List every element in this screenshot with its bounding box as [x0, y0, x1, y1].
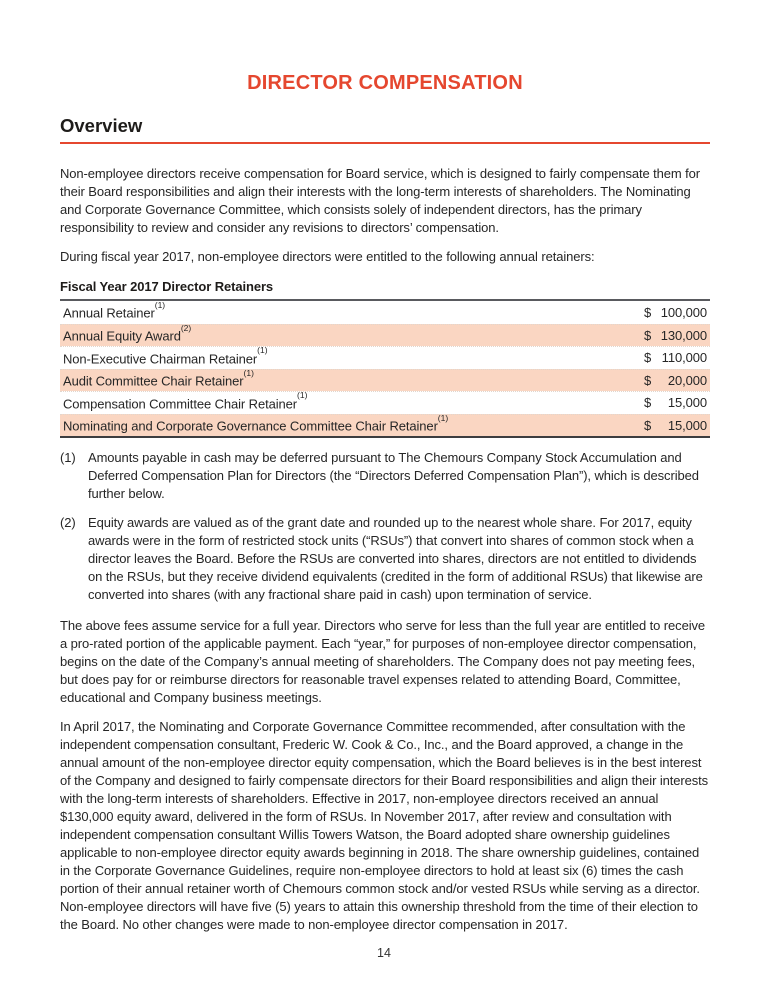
table-row	[60, 369, 710, 392]
paragraph-retainers-lead: During fiscal year 2017, non-employee directors were entitled to the following annual retainers:	[60, 249, 595, 264]
table-row	[60, 301, 710, 324]
footnote-ref: (1)	[297, 390, 308, 401]
page-content	[60, 72, 710, 934]
amount-value: 130,000	[660, 327, 707, 343]
amount-value: 110,000	[661, 350, 707, 366]
footnote-text: Equity awards are valued as of the grant date and rounded up to the nearest whole share. For 2017, equity awards were in the form of restricted stock units (“RSUs”) that convert into shares of common stock when a director leaves the Board. Before the RSUs are converted into shares, directors are not entitled to dividends on the RSUs, but they receive dividend equivalents (credited in the form of additional RSUs) that likewise are converted into shares (with any fractional share paid in cash) upon termination of service.	[88, 515, 703, 602]
currency-symbol: $	[644, 372, 652, 388]
footnote-marker: (1)	[60, 450, 76, 465]
retainers-table-body	[60, 299, 710, 438]
retainer-label: Non-Executive Chairman Retainer$^{(1)}$	[63, 345, 268, 366]
footnote-marker: (2)	[60, 515, 76, 530]
paragraph-fees-assumption: The above fees assume service for a full year. Directors who serve for less than the full year are entitled to receive a pro-rated portion of the applicable payment. Each “year,” for purposes of non-employee director compensation, begins on the date of the Company’s annual meeting of shareholders. The Company does not pay meeting fees, but does pay for or reimburse directors for reasonable travel expenses related to attending Board, Committee, educational and Company business meetings.	[60, 618, 706, 705]
retainer-label: Nominating and Corporate Governance Committee Chair Retainer$^{(1)}$	[63, 412, 449, 434]
table-row	[60, 346, 710, 369]
page-number: 14	[377, 946, 391, 960]
section-heading-overview: Overview	[60, 115, 710, 144]
retainer-amount	[644, 418, 707, 433]
table-row	[60, 324, 710, 347]
footnote-ref: (2)	[180, 322, 192, 333]
footnote-text: Amounts payable in cash may be deferred pursuant to The Chemours Company Stock Accumulation and Deferred Compensation Plan for Directors (the “Directors Deferred Compensation Plan”), which is described further below.	[88, 450, 699, 501]
retainer-amount	[644, 305, 707, 320]
currency-symbol: $	[644, 304, 652, 320]
paragraph-april-2017: In April 2017, the Nominating and Corporate Governance Committee recommended, after consultation with the independent compensation consultant, Frederic W. Cook & Co., Inc., and the Board approved, a change in the annual amount of the non-employee director equity compensation, which the Board believes is in the best interest of the Company and designed to fairly compensate directors for their Board responsibilities and align their interests with the long-term interests of shareholders. Effective in 2017, non-employee directors received an annual $130,000 equity award, delivered in the form of RSUs. In November 2017, after review and consultation with independent compensation consultant Willis Towers Watson, the Board adopted share ownership guidelines applicable to non-employee director equity awards beginning in 2018. The share ownership guidelines, contained in the Corporate Governance Guidelines, require non-employee directors to hold at least six (6) times the cash portion of their annual retainer worth of Chemours common stock and/or vested RSUs while serving as a director. Non-employee directors will have five (5) years to attain this ownership threshold from the time of their election to the Board. No other changes were made to non-employee director compensation in 2017.	[60, 719, 709, 932]
amount-value: 15,000	[667, 417, 707, 433]
retainer-label: Annual Equity Award$^{(2)}$	[63, 322, 192, 344]
amount-value: 100,000	[660, 304, 707, 320]
amount-value: 20,000	[667, 372, 707, 388]
retainers-table	[60, 278, 710, 438]
footnote-2	[60, 514, 710, 604]
currency-symbol: $	[644, 395, 652, 411]
table-row	[60, 391, 710, 414]
currency-symbol: $	[644, 327, 652, 343]
footnote-ref: (1)	[437, 412, 449, 423]
footnote-ref: (1)	[243, 367, 254, 378]
footnote-ref: (1)	[154, 299, 166, 310]
currency-symbol: $	[644, 417, 652, 433]
retainer-amount	[644, 373, 707, 388]
retainers-table-title: Fiscal Year 2017 Director Retainers	[60, 279, 274, 294]
retainer-label: Audit Committee Chair Retainer$^{(1)}$	[63, 367, 254, 389]
amount-value: 15,000	[667, 395, 707, 411]
retainer-amount	[644, 395, 707, 410]
retainer-amount	[644, 350, 707, 365]
footnote-ref: (1)	[257, 345, 268, 356]
retainer-label: Annual Retainer$^{(1)}$	[63, 299, 166, 321]
paragraph-intro: Non-employee directors receive compensation for Board service, which is designed to fairly compensate them for their Board responsibilities and align their interests with the long-term interests of shareholders. The Nominating and Corporate Governance Committee, which consists solely of independent directors, has the primary responsibility to review and consider any revisions to directors’ compensation.	[60, 166, 701, 235]
footnote-1	[60, 449, 710, 503]
table-row	[60, 414, 710, 437]
page-title: DIRECTOR COMPENSATION	[247, 72, 523, 94]
currency-symbol: $	[644, 350, 652, 366]
retainer-label: Compensation Committee Chair Retainer$^{(1)}$	[63, 390, 308, 411]
retainer-amount	[644, 328, 707, 343]
